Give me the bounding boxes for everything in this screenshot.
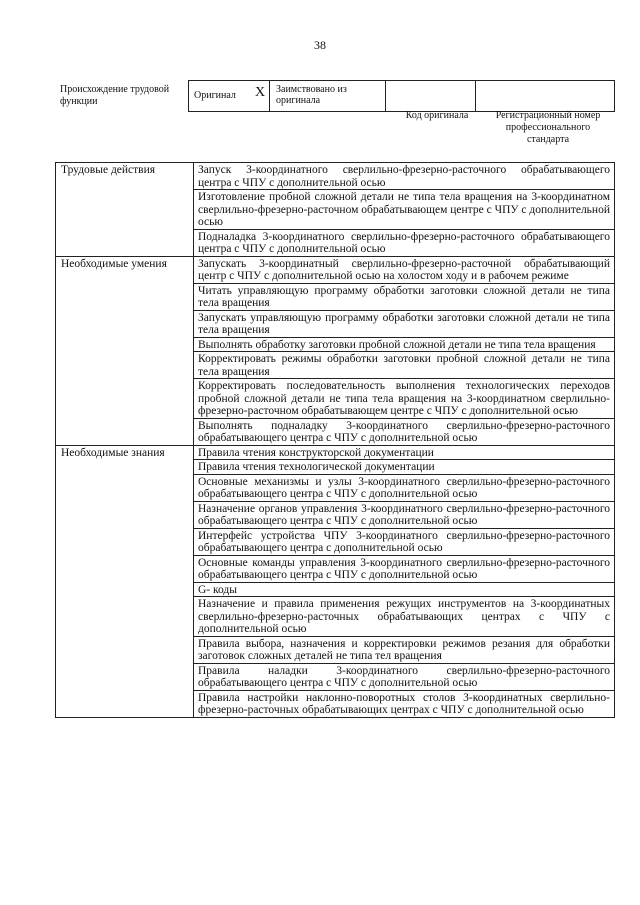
code-cell <box>386 81 476 111</box>
section-title: Трудовые действия <box>56 163 194 257</box>
reg-number-label: Регистрационный номер профессионального стандарта <box>495 110 601 145</box>
section-item: Подналадка 3-координатного сверлильно-фрезерно-расточного обрабатывающего центра с ЧПУ с дополнительной осью <box>194 229 615 256</box>
section-item: Запускать 3-координатный сверлильно-фрезерно-расточной обрабатывающий центр с ЧПУ с дополнительной осью на холостом ходу и в рабочем режиме <box>194 256 615 283</box>
page-number: 38 <box>314 38 326 52</box>
section-item: G- коды <box>194 582 615 597</box>
borrowed-label: Заимствовано из оригинала <box>276 84 347 106</box>
section-item: Правила выбора, назначения и корректировки режимов резания для обработки заготовок сложных деталей не типа тел вращения <box>194 636 615 663</box>
section-item: Назначение и правила применения режущих инструментов на 3-координатных сверлильно-фрезерно-расточных обрабатывающих центрах с ЧПУ с дополнительной осью <box>194 597 615 637</box>
section-item: Корректировать режимы обработки заготовки пробной сложной детали не типа тела вращения <box>194 352 615 379</box>
section-item: Интерфейс устройства ЧПУ 3-координатного сверлильно-фрезерно-расточного обрабатывающего центра с дополнительной осью <box>194 528 615 555</box>
section-item: Выполнять обработку заготовки пробной сложной детали не типа тела вращения <box>194 337 615 352</box>
section-title: Необходимые умения <box>56 256 194 445</box>
section-item: Запуск 3-координатного сверлильно-фрезерно-расточного обрабатывающего центра с ЧПУ с дополнительной осью <box>194 163 615 190</box>
section-item: Правила наладки 3-координатного сверлильно-фрезерно-расточного обрабатывающего центра с ЧПУ с дополнительной осью <box>194 663 615 690</box>
code-original-label: Код оригинала <box>405 110 469 121</box>
section-item: Назначение органов управления 3-координатного сверлильно-фрезерно-расточного обрабатывающего центра с ЧПУ с дополнительной осью <box>194 501 615 528</box>
section-item: Основные механизмы и узлы 3-координатного сверлильно-фрезерно-расточного обрабатывающего центра с ЧПУ с дополнительной осью <box>194 474 615 501</box>
original-label: Оригинал <box>194 90 236 101</box>
original-cell <box>188 81 270 111</box>
section-item: Читать управляющую программу обработки заготовки сложной детали не типа тела вращения <box>194 283 615 310</box>
section-item: Изготовление пробной сложной детали не типа тела вращения на 3-координатном сверлильно-фрезерно-расточном обрабатывающем центре с ЧПУ с дополнительной осью <box>194 190 615 230</box>
section-title: Необходимые знания <box>56 445 194 717</box>
origin-label: Происхождение трудовой функции <box>60 84 170 107</box>
table-row <box>56 163 615 190</box>
borrowed-cell <box>270 81 386 111</box>
section-item: Запускать управляющую программу обработки заготовки сложной детали не типа тела вращения <box>194 310 615 337</box>
table-row <box>56 256 615 283</box>
section-item: Правила чтения технологической документации <box>194 460 615 475</box>
reg-number-cell <box>476 81 615 111</box>
section-item: Корректировать последовательность выполнения технологических переходов пробной сложной детали не типа тела вращения на 3-координатном сверлильно-фрезерно-расточном обрабатывающем центре с ЧПУ с дополнительной осью <box>194 379 615 419</box>
origin-box <box>188 80 615 112</box>
original-mark: Х <box>255 85 266 100</box>
table-row <box>56 445 615 460</box>
section-item: Правила настройки наклонно-поворотных столов 3-координатных сверлильно-фрезерно-расточных обрабатывающих центрах с ЧПУ с дополнительной осью <box>194 690 615 717</box>
section-item: Выполнять подналадку 3-координатного сверлильно-фрезерно-расточного обрабатывающего центра с ЧПУ с дополнительной осью <box>194 418 615 445</box>
function-table <box>55 162 615 718</box>
section-item: Правила чтения конструкторской документации <box>194 445 615 460</box>
section-item: Основные команды управления 3-координатного сверлильно-фрезерно-расточного обрабатывающего центра с ЧПУ с дополнительной осью <box>194 555 615 582</box>
